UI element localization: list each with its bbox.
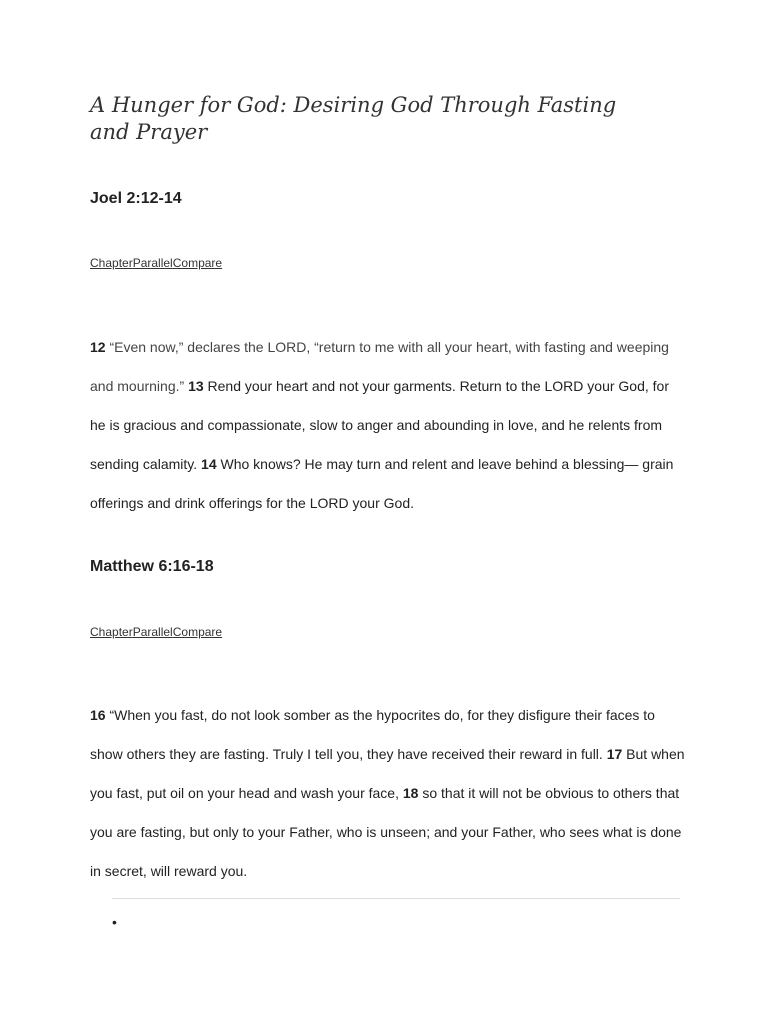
verse-text: “When you fast, do not look somber as the hypocrites do, for they disfigure their faces to show others they are fasting. Truly I tell you, they have received their reward in full. — [90, 707, 655, 762]
passage-links-joel — [90, 255, 222, 271]
verse-number: 17 — [606, 746, 623, 762]
chapter-link[interactable]: Chapter — [90, 625, 133, 639]
chapter-link[interactable]: Chapter — [90, 256, 133, 270]
document-title: A Hunger for God: Desiring God Through Fasting and Prayer — [90, 93, 617, 144]
verse-text: But when you fast, put oil on your head and wash your face, — [90, 746, 685, 801]
section-divider — [112, 898, 680, 899]
passage-text-joel — [90, 328, 685, 523]
compare-link[interactable]: Compare — [172, 256, 223, 270]
verse-text: so that it will not be obvious to others that you are fasting, but only to your Father, who is unseen; and your Father, who sees what is done in secret, will reward you. — [90, 785, 682, 879]
passage-text-matthew — [90, 696, 685, 891]
compare-link[interactable]: Compare — [172, 625, 223, 639]
verse-number: 13 — [188, 378, 204, 394]
list-bullet: • — [112, 914, 117, 930]
passage-reference-joel: Joel 2:12-14 — [90, 190, 182, 207]
verse-number: 14 — [201, 456, 217, 472]
verse-text: “Even now,” declares the LORD, “return to me with all your heart, with fasting and weeping and mourning.” — [90, 339, 669, 394]
passage-reference-matthew: Matthew 6:16-18 — [90, 558, 214, 575]
parallel-link[interactable]: Parallel — [132, 256, 173, 270]
verse-number: 16 — [90, 707, 106, 723]
verse-number: 18 — [402, 785, 419, 801]
verse-number: 12 — [90, 339, 106, 355]
verse-text: Rend your heart and not your garments. Return to the LORD your God, for he is gracious and compassionate, slow to anger and abounding in love, and he relents from sending calamity. — [90, 378, 669, 472]
parallel-link[interactable]: Parallel — [132, 625, 173, 639]
passage-links-matthew — [90, 624, 222, 640]
verse-text: Who knows? He may turn and relent and leave behind a blessing— grain offerings and drink offerings for the LORD your God. — [90, 456, 674, 511]
